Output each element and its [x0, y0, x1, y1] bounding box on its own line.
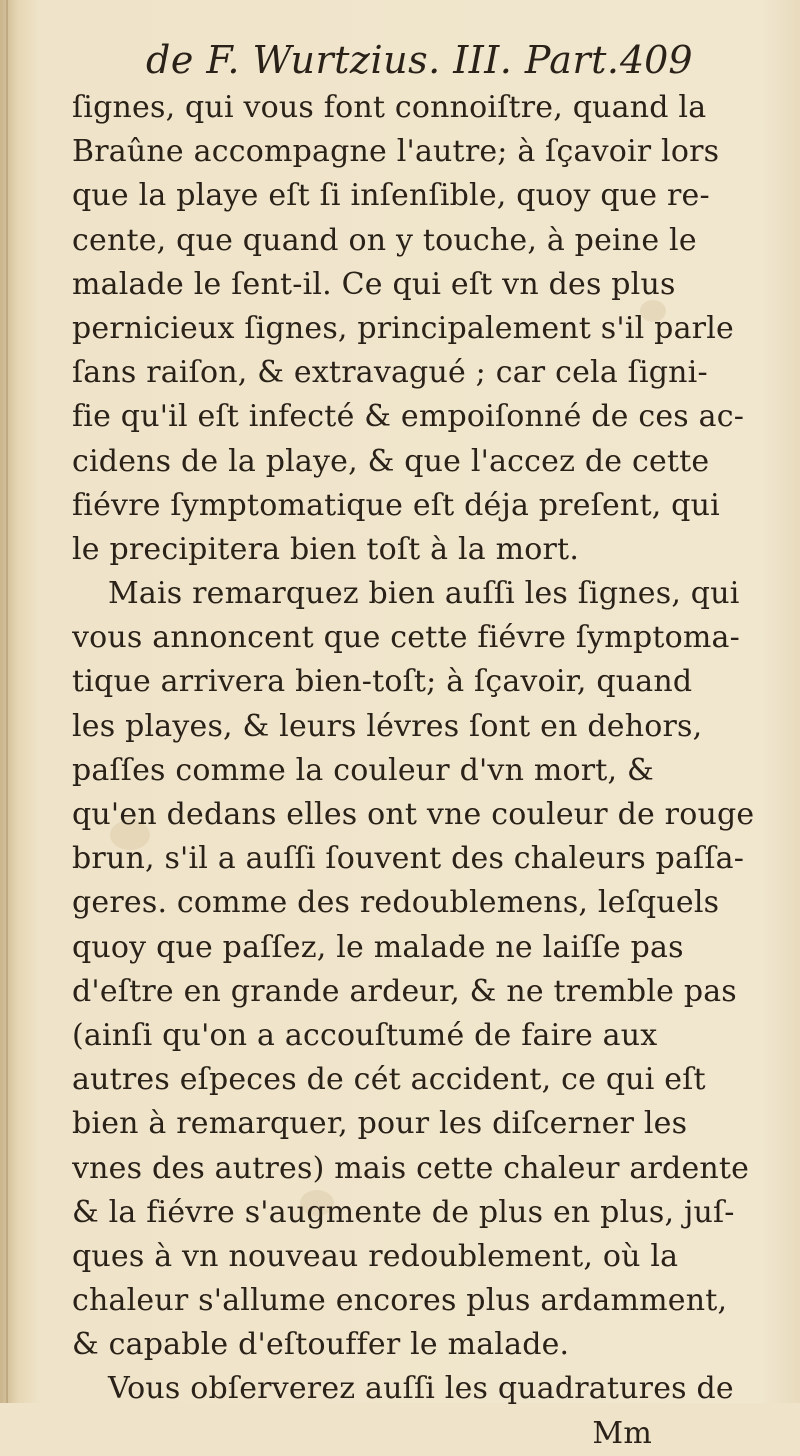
text-line: ſans raiſon, & extravagué ; car cela ſigni-	[72, 355, 708, 391]
text-line: qu'en dedans elles ont vne couleur de rouge	[72, 797, 755, 832]
text-line: & la fiévre s'augmente de plus en plus, juſ-	[72, 1194, 735, 1230]
text-line: pernicieux ſignes, principalement s'il parle	[72, 310, 734, 346]
text-line: brun, s'il a auſſi ſouvent des chaleurs paſſa-	[72, 841, 745, 877]
catchword: Mm	[592, 1415, 652, 1451]
text-line: le precipitera bien toſt à la mort.	[72, 531, 580, 567]
text-line: bien à remarquer, pour les diſcerner les	[72, 1106, 688, 1142]
text-line: que la playe eſt ſi inſenſible, quoy que re-	[72, 178, 710, 214]
text-line: autres eſpeces de cét accident, ce qui eſt	[72, 1062, 706, 1098]
text-line: paſſes comme la couleur d'vn mort, &	[72, 752, 654, 788]
paragraph-start-line: Vous obſerverez auſſi les quadratures de	[108, 1371, 734, 1407]
text-line: d'eſtre en grande ardeur, & ne tremble pas	[72, 973, 737, 1009]
text-line: les playes, & leurs lévres ſont en dehors,	[72, 708, 703, 744]
text-line: chaleur s'allume encores plus ardamment,	[72, 1283, 728, 1319]
page-number: 409	[620, 38, 693, 82]
text-line: fiévre ſymptomatique eſt déja preſent, qui	[72, 487, 720, 523]
text-line: cente, que quand on y touche, à peine le	[72, 222, 697, 258]
text-line: cidens de la playe, & que l'accez de cette	[72, 443, 710, 479]
page-gutter	[6, 0, 8, 1403]
running-title: de F. Wurtzius. III. Part.	[146, 38, 620, 82]
text-line: ſignes, qui vous font connoiſtre, quand la	[72, 90, 707, 125]
text-line: vous annoncent que cette fiévre ſymptoma-	[72, 620, 740, 656]
text-line: fie qu'il eſt infecté & empoiſonné de ces ac-	[72, 399, 745, 435]
paragraph-start-line: Mais remarquez bien auſſi les ſignes, qui	[108, 576, 740, 612]
text-line: malade le ſent-il. Ce qui eſt vn des plus	[72, 266, 676, 302]
text-line: vnes des autres) mais cette chaleur ardente	[72, 1150, 750, 1186]
text-line: (ainſi qu'on a accouſtumé de faire aux	[72, 1017, 658, 1053]
text-line: quoy que paſſez, le malade ne laiſſe pas	[72, 929, 684, 965]
text-line: geres. comme des redoublemens, leſquels	[72, 885, 720, 921]
text-line: & capable d'eſtouffer le malade.	[72, 1327, 570, 1363]
text-line: tique arrivera bien-toſt; à ſçavoir, quand	[72, 664, 693, 700]
body-text	[72, 86, 772, 1456]
text-line: ques à vn nouveau redoublement, où la	[72, 1238, 679, 1274]
text-line: Braûne accompagne l'autre; à ſçavoir lors	[72, 134, 720, 170]
